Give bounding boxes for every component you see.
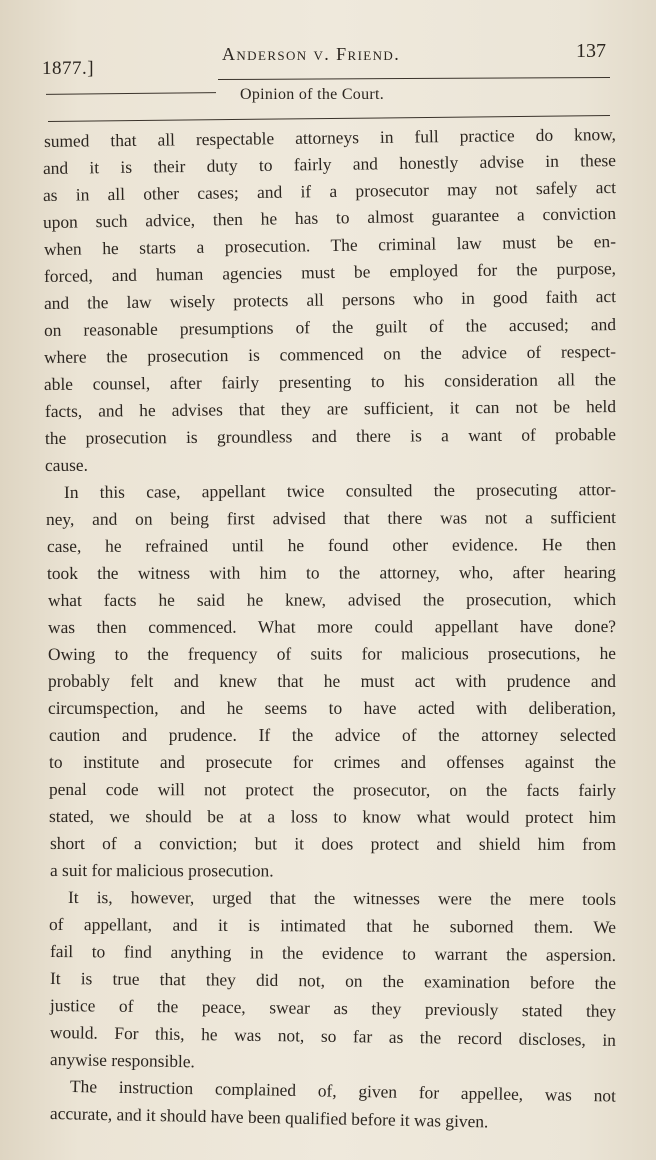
text-line: case, he refrained until he found other evidence. He then bbox=[46, 534, 617, 556]
text-line: when he starts a prosecution. The criminal law must be en- bbox=[43, 231, 617, 259]
text-line: short of a conviction; but it does protect and shield him from bbox=[49, 833, 617, 854]
header-rule-left bbox=[46, 92, 216, 95]
text-line: forced, and human agencies must be employed for the purpose, bbox=[43, 258, 617, 286]
text-line: sumed that all respectable attorneys in full practice do know, bbox=[43, 124, 617, 151]
text-line: facts, and he advises that they are sufficient, it can not be held bbox=[44, 396, 617, 421]
text-line: on reasonable presumptions of the guilt of the accused; and bbox=[43, 314, 617, 340]
text-line: penal code will not protect the prosecutor, on the facts fairly bbox=[48, 779, 617, 800]
text-line: caution and prudence. If the advice of the attorney selected bbox=[49, 725, 616, 745]
text-line: cause. bbox=[44, 454, 89, 475]
text-line: took the witness with him to the attorney, who, after hearing bbox=[46, 562, 617, 583]
text-line: a suit for malicious prosecution. bbox=[49, 860, 274, 881]
text-line: what facts he said he knew, advised the prosecution, which bbox=[47, 589, 617, 610]
text-line: would. For this, he was not, so far as the record discloses, in bbox=[49, 1022, 617, 1050]
case-title: Anderson v. Friend. bbox=[222, 44, 401, 64]
text-line: to institute and prosecute for crimes and offenses against the bbox=[49, 752, 616, 772]
text-line: anywise responsible. bbox=[49, 1049, 196, 1072]
running-head bbox=[0, 0, 656, 120]
text-line: It is, however, urged that the witnesses were the mere tools bbox=[67, 887, 617, 909]
text-line: accurate, and it should have been qualified before it was given. bbox=[49, 1103, 489, 1132]
text-line: of appellant, and it is intimated that he suborned them. We bbox=[48, 914, 617, 937]
text-line: circumspection, and he seems to have acted with deliberation, bbox=[48, 698, 616, 718]
text-line: able counsel, after fairly presenting to his consideration all the bbox=[43, 369, 617, 394]
text-line: where the prosecution is commenced on the advice of respect- bbox=[43, 341, 617, 367]
text-line: and it is their duty to fairly and honestly advise in these bbox=[42, 150, 617, 178]
text-line: was then commenced. What more could appellant have done? bbox=[47, 616, 617, 637]
text-line: ney, and on being first advised that there was not a sufficient bbox=[45, 507, 617, 529]
text-line: fail to find anything in the evidence to warrant the aspersion. bbox=[49, 941, 617, 965]
text-line: Owing to the frequency of suits for malicious prosecutions, he bbox=[47, 643, 617, 664]
text-line: as in all other cases; and if a prosecutor may not safely act bbox=[42, 177, 617, 205]
section-subhead: Opinion of the Court. bbox=[240, 86, 385, 103]
text-line: upon such advice, then he has to almost guarantee a conviction bbox=[42, 203, 617, 232]
text-line: stated, we should be at a loss to know what would protect him bbox=[48, 806, 617, 827]
text-line: probably felt and knew that he must act with prudence and bbox=[48, 671, 616, 691]
header-rule-bottom bbox=[48, 115, 610, 122]
year-label: 1877.] bbox=[42, 58, 95, 79]
text-line: and the law wisely protects all persons who in good faith act bbox=[43, 286, 617, 313]
text-line: justice of the peace, swear as they previously stated they bbox=[49, 995, 617, 1021]
text-line: In this case, appellant twice consulted the prosecuting attor- bbox=[63, 479, 617, 502]
text-line: It is true that they did not, on the examination before the bbox=[49, 968, 617, 993]
page-number: 137 bbox=[576, 40, 606, 62]
header-rule-top bbox=[218, 77, 610, 80]
text-line: The instruction complained of, given for appellee, was not bbox=[69, 1076, 617, 1106]
text-line: the prosecution is groundless and there is a want of probable bbox=[44, 424, 617, 448]
